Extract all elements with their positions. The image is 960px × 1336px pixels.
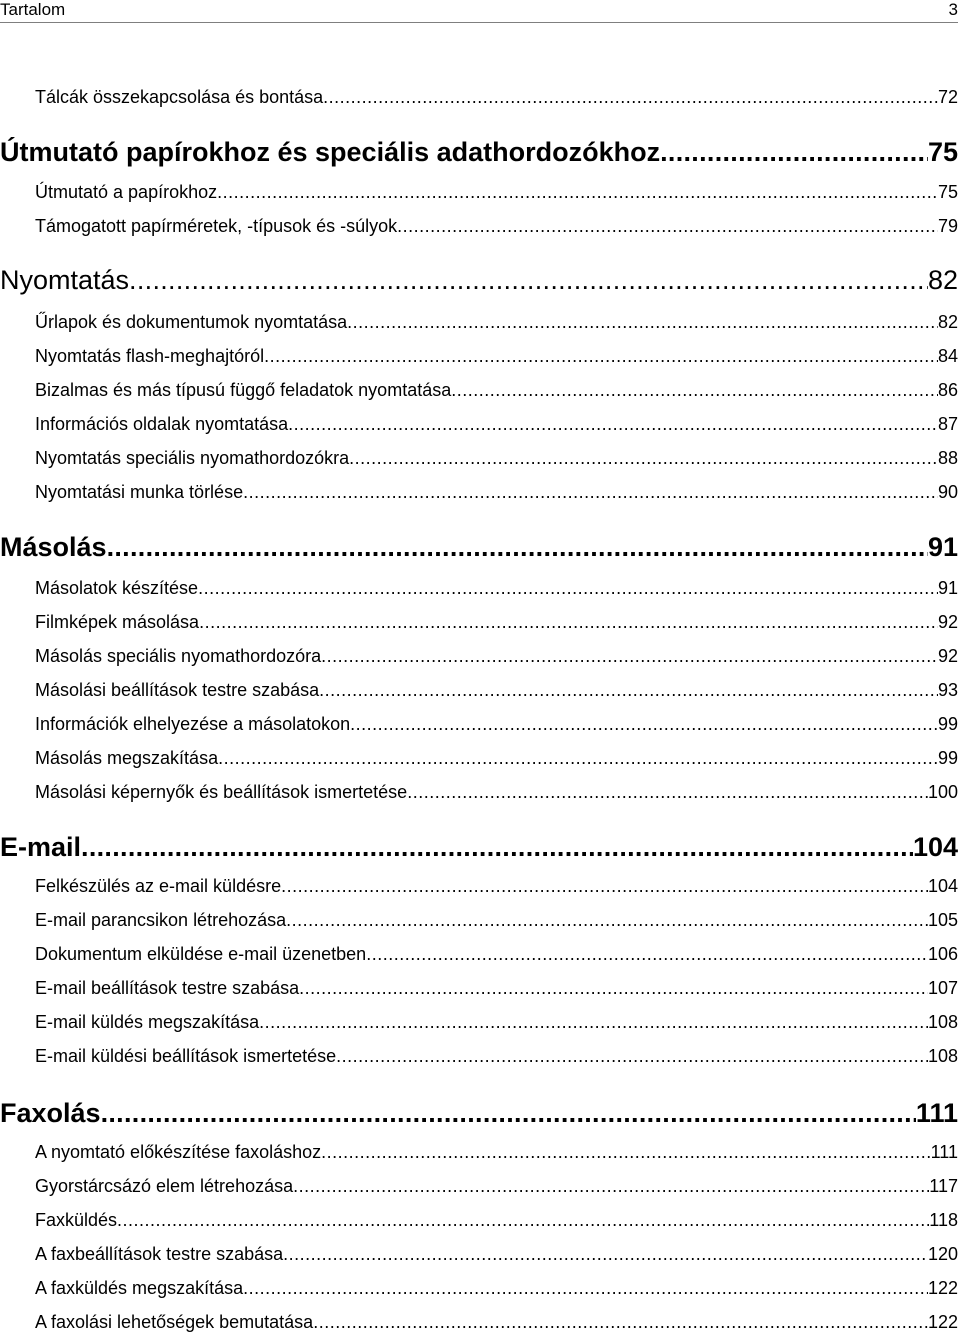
toc-entry-title: E-mail beállítások testre szabása: [35, 978, 300, 998]
toc-entry-title: A nyomtató előkészítése faxoláshoz: [35, 1142, 322, 1162]
dot-leader: [217, 179, 938, 205]
dot-leader: [259, 1009, 928, 1035]
toc-section-entry[interactable]: [35, 1173, 958, 1199]
dot-leader: [397, 213, 938, 239]
toc-entry-title: A faxolási lehetőségek bemutatása: [35, 1312, 314, 1332]
toc-section-entry[interactable]: [35, 377, 958, 403]
toc-entry-page-number: 75: [937, 182, 958, 202]
toc-entry-title: Faxolás: [0, 1098, 101, 1128]
toc-section-entry[interactable]: [35, 1009, 958, 1035]
dot-leader: [288, 411, 938, 437]
toc-entry-page-number: 118: [929, 1210, 958, 1230]
toc-section-entry[interactable]: [35, 1309, 958, 1335]
dot-leader: [293, 1173, 929, 1199]
toc-entry-page-number: 91: [937, 578, 958, 598]
toc-entry-title: Másolatok készítése: [35, 578, 199, 598]
toc-entry-title: Másolási képernyők és beállítások ismertetése: [35, 782, 408, 802]
dot-leader: [286, 907, 928, 933]
toc-entry-page-number: 111: [915, 1098, 958, 1128]
toc-section-entry[interactable]: [35, 1139, 958, 1165]
toc-entry-title: Támogatott papírméretek, -típusok és -súlyok: [35, 216, 398, 236]
toc-entry-title: E-mail küldés megszakítása: [35, 1012, 260, 1032]
toc-entry-page-number: 100: [927, 782, 958, 802]
toc-section-entry[interactable]: [35, 711, 958, 737]
toc-chapter-entry[interactable]: [0, 263, 958, 297]
toc-chapter-entry[interactable]: [0, 1096, 958, 1130]
toc-entry-page-number: 84: [937, 346, 958, 366]
toc-section-entry[interactable]: [35, 1241, 958, 1267]
dot-leader: [347, 309, 938, 335]
dot-leader: [321, 643, 938, 669]
toc-section-entry[interactable]: [35, 343, 958, 369]
dot-leader: [107, 530, 928, 564]
toc-entry-page-number: 88: [937, 448, 958, 468]
toc-entry-title: E-mail parancsikon létrehozása: [35, 910, 287, 930]
toc-entry-page-number: 106: [927, 944, 958, 964]
dot-leader: [350, 711, 938, 737]
toc-entry-title: Nyomtatási munka törlése: [35, 482, 244, 502]
dot-leader: [366, 941, 928, 967]
toc-section-entry[interactable]: [35, 779, 958, 805]
toc-entry-title: Nyomtatás speciális nyomathordozókra: [35, 448, 350, 468]
dot-leader: [336, 1043, 928, 1069]
toc-section-entry[interactable]: [35, 677, 958, 703]
toc-entry-title: Másolási beállítások testre szabása: [35, 680, 320, 700]
toc-entry-title: Faxküldés: [35, 1210, 118, 1230]
toc-section-entry[interactable]: [35, 575, 958, 601]
dot-leader: [349, 445, 938, 471]
toc-section-entry[interactable]: [35, 643, 958, 669]
toc-entry-page-number: 93: [937, 680, 958, 700]
toc-chapter-entry[interactable]: [0, 135, 958, 169]
dot-leader: [101, 1096, 916, 1130]
toc-entry-page-number: 91: [927, 532, 958, 562]
toc-entry-title: E-mail: [0, 832, 82, 862]
toc-entry-title: Másolás megszakítása: [35, 748, 219, 768]
toc-section-entry[interactable]: [35, 1043, 958, 1069]
dot-leader: [243, 479, 938, 505]
toc-entry-page-number: 75: [927, 137, 958, 167]
toc-entry-page-number: 122: [927, 1312, 958, 1332]
toc-section-entry[interactable]: [35, 907, 958, 933]
toc-section-entry[interactable]: [35, 1207, 958, 1233]
dot-leader: [218, 745, 938, 771]
toc-entry-page-number: 92: [937, 612, 958, 632]
toc-section-entry[interactable]: [35, 1275, 958, 1301]
toc-chapter-entry[interactable]: [0, 830, 958, 864]
toc-entry-title: Nyomtatás: [0, 265, 130, 295]
dot-leader: [281, 873, 928, 899]
dot-leader: [313, 1309, 928, 1335]
toc-entry-title: Információk elhelyezése a másolatokon: [35, 714, 351, 734]
toc-entry-title: Filmképek másolása: [35, 612, 200, 632]
header-title: Tartalom: [0, 0, 66, 19]
toc-section-entry[interactable]: [35, 609, 958, 635]
toc-entry-title: Útmutató a papírokhoz: [35, 182, 218, 202]
toc-entry-page-number: 107: [927, 978, 958, 998]
toc-entry-page-number: 86: [937, 380, 958, 400]
dot-leader: [321, 1139, 930, 1165]
toc-entry-page-number: 120: [927, 1244, 958, 1264]
toc-entry-title: Dokumentum elküldése e-mail üzenetben: [35, 944, 367, 964]
toc-entry-page-number: 72: [937, 87, 958, 107]
toc-entry-title: E-mail küldési beállítások ismertetése: [35, 1046, 337, 1066]
toc-section-entry[interactable]: [35, 873, 958, 899]
toc-entry-page-number: 122: [927, 1278, 958, 1298]
toc-entry-title: Nyomtatás flash-meghajtóról: [35, 346, 265, 366]
toc-entry-page-number: 99: [937, 714, 958, 734]
toc-entry-title: Bizalmas és más típusú függő feladatok nyomtatása: [35, 380, 452, 400]
toc-entry-page-number: 79: [937, 216, 958, 236]
dot-leader: [117, 1207, 929, 1233]
toc-entry-page-number: 104: [912, 832, 958, 862]
toc-entry-page-number: 87: [937, 414, 958, 434]
dot-leader: [129, 263, 928, 297]
toc-entry-page-number: 82: [927, 265, 958, 295]
toc-entry-title: A faxküldés megszakítása: [35, 1278, 244, 1298]
toc-entry-page-number: 117: [929, 1176, 958, 1196]
dot-leader: [451, 377, 938, 403]
toc-section-entry[interactable]: [35, 309, 958, 335]
toc-entry-page-number: 108: [927, 1046, 958, 1066]
toc-entry-page-number: 92: [937, 646, 958, 666]
dot-leader: [283, 1241, 928, 1267]
dot-leader: [264, 343, 938, 369]
dot-leader: [319, 677, 938, 703]
toc-section-entry[interactable]: [35, 179, 958, 205]
toc-section-entry[interactable]: [35, 445, 958, 471]
toc-entry-title: Felkészülés az e-mail küldésre: [35, 876, 282, 896]
toc-entry-page-number: 99: [937, 748, 958, 768]
toc-entry-page-number: 108: [927, 1012, 958, 1032]
toc-section-entry[interactable]: [35, 411, 958, 437]
toc-section-entry[interactable]: [35, 745, 958, 771]
dot-leader: [323, 84, 938, 110]
toc-entry-title: Tálcák összekapcsolása és bontása: [35, 87, 324, 107]
toc-entry-title: Másolás: [0, 532, 107, 562]
dot-leader: [660, 135, 928, 169]
toc-entry-page-number: 111: [930, 1142, 958, 1162]
toc-entry-page-number: 104: [927, 876, 958, 896]
dot-leader: [299, 975, 928, 1001]
toc-entry-title: Másolás speciális nyomathordozóra: [35, 646, 322, 666]
toc-entry-title: Gyorstárcsázó elem létrehozása: [35, 1176, 294, 1196]
toc-entry-page-number: 105: [927, 910, 958, 930]
dot-leader: [407, 779, 928, 805]
dot-leader: [243, 1275, 928, 1301]
toc-section-entry[interactable]: [35, 479, 958, 505]
toc-entry-title: Útmutató papírokhoz és speciális adathordozókhoz: [0, 137, 661, 167]
toc-section-entry[interactable]: [35, 941, 958, 967]
toc-section-entry[interactable]: [35, 213, 958, 239]
toc-entry-title: Űrlapok és dokumentumok nyomtatása: [35, 312, 348, 332]
toc-entry-title: A faxbeállítások testre szabása: [35, 1244, 284, 1264]
dot-leader: [198, 575, 938, 601]
toc-section-entry[interactable]: [35, 975, 958, 1001]
header-page-number: 3: [948, 0, 958, 19]
toc-entry-title: Információs oldalak nyomtatása: [35, 414, 289, 434]
toc-section-entry[interactable]: [35, 84, 958, 110]
dot-leader: [81, 830, 913, 864]
toc-entry-page-number: 82: [937, 312, 958, 332]
toc-chapter-entry[interactable]: [0, 530, 958, 564]
dot-leader: [199, 609, 938, 635]
toc-entry-page-number: 90: [937, 482, 958, 502]
